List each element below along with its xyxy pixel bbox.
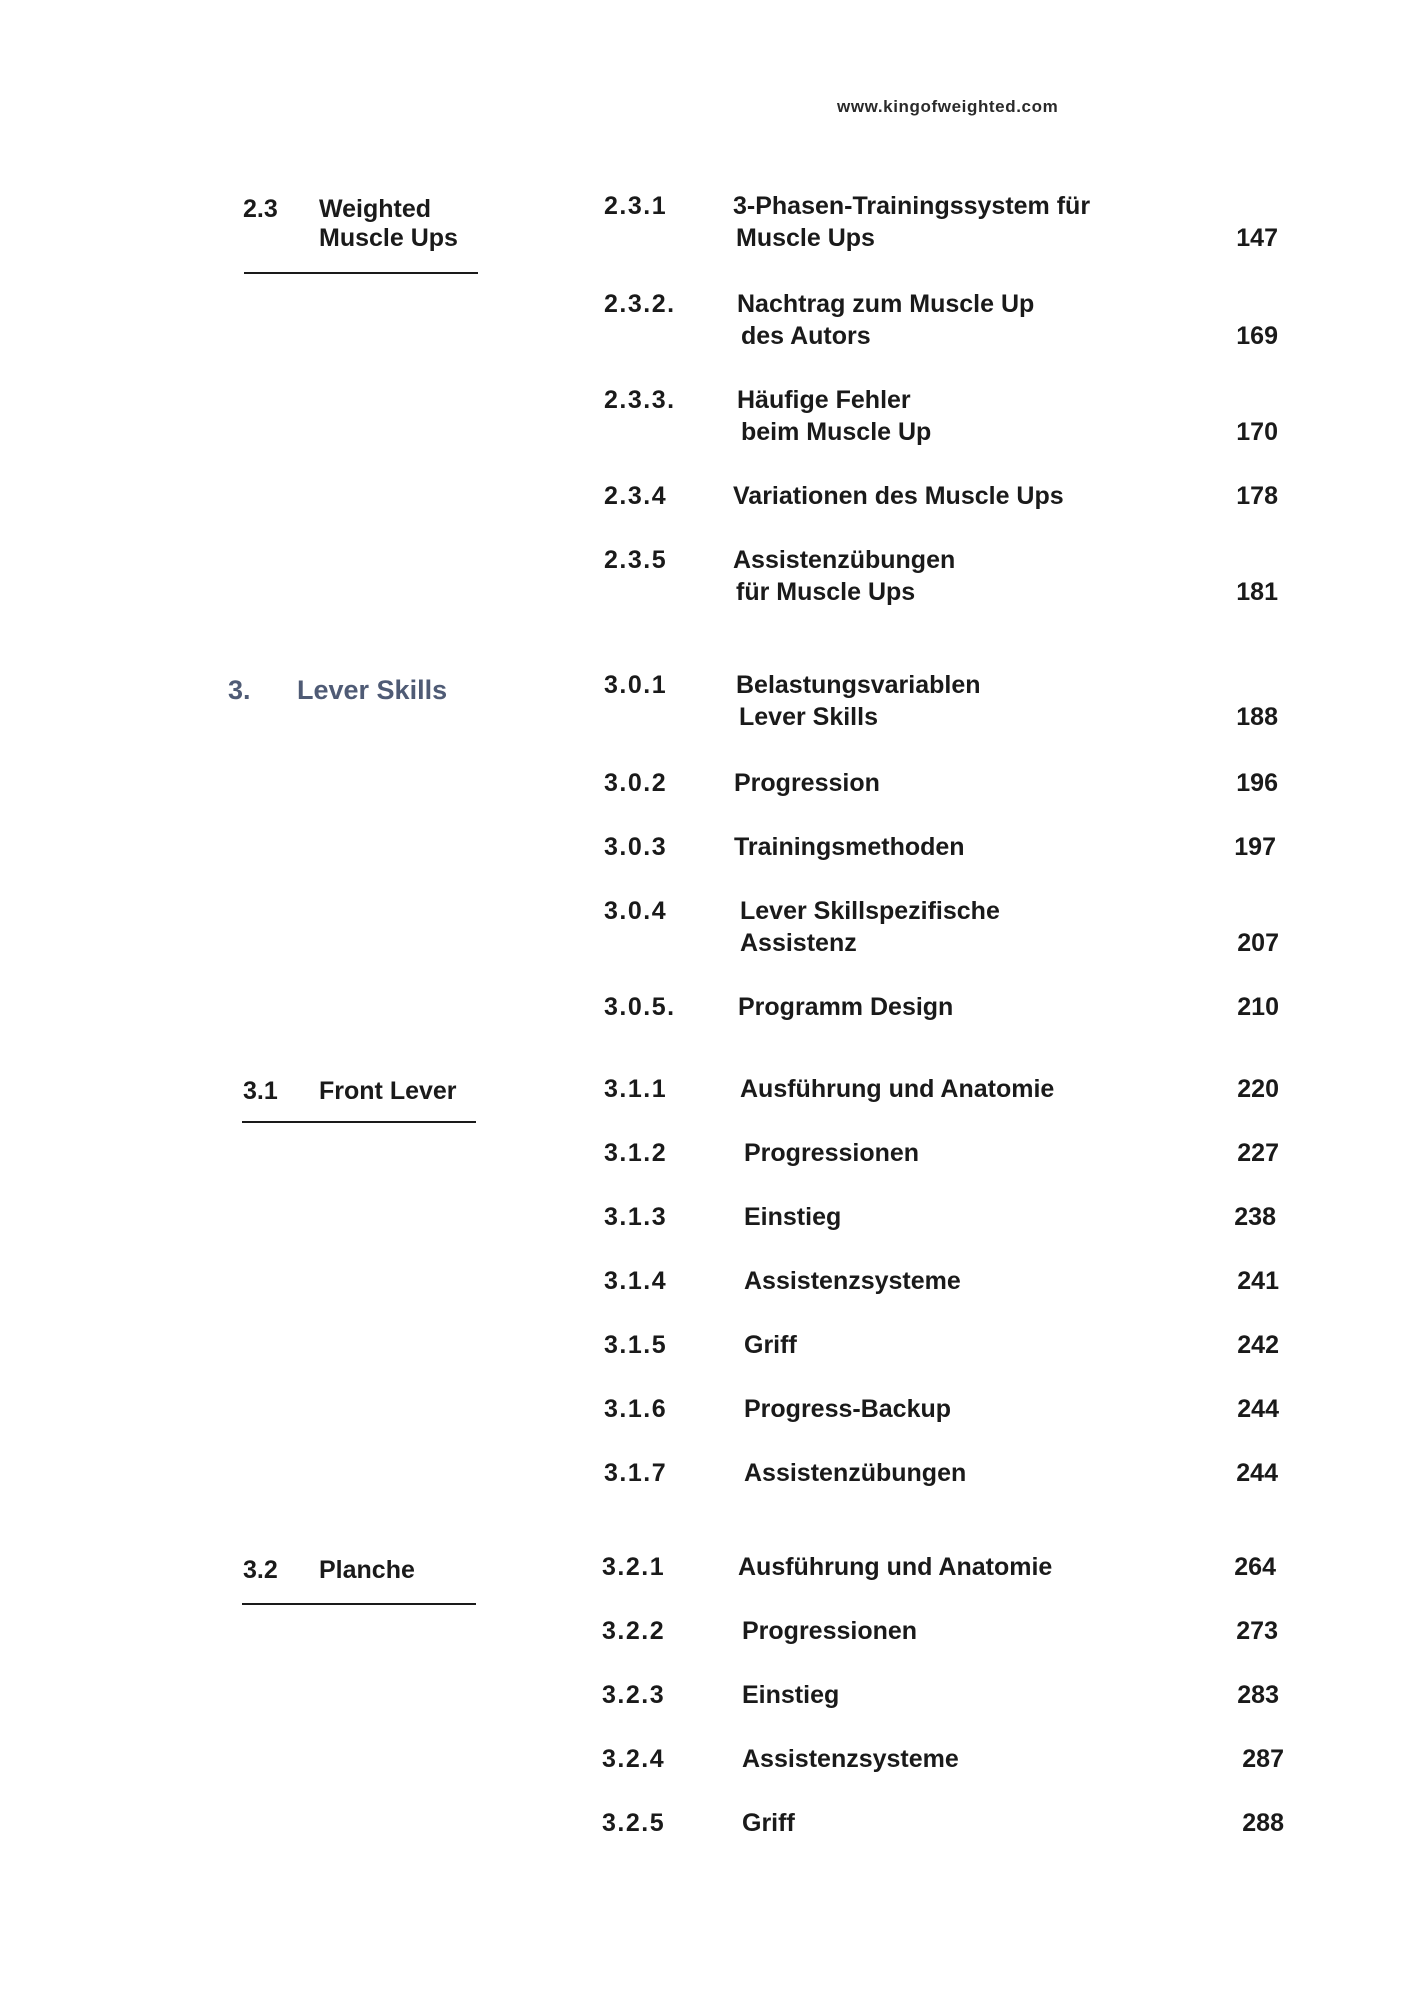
toc-entry-page: 288	[1242, 1809, 1284, 1837]
toc-entry-title[interactable]: Griff	[744, 1331, 797, 1359]
toc-entry-number: 3.1.1	[604, 1075, 668, 1103]
toc-entry-number: 3.1.5	[604, 1331, 668, 1359]
section-title: Front Lever	[319, 1077, 457, 1105]
toc-entry-number: 2.3.5	[604, 546, 668, 574]
toc-entry-number: 3.0.4	[604, 897, 668, 925]
toc-entry-number: 3.1.3	[604, 1203, 668, 1231]
chapter-title: Lever Skills	[297, 675, 448, 705]
toc-entry-title[interactable]: Progressionen	[742, 1617, 918, 1645]
toc-entry-page: 242	[1237, 1331, 1279, 1359]
section-underline	[244, 272, 478, 274]
toc-entry-page: 244	[1237, 1395, 1279, 1423]
section-title: Weighted Muscle Ups	[319, 195, 458, 252]
toc-entry-page: 210	[1237, 993, 1279, 1021]
section-number: 3.1	[243, 1077, 278, 1105]
toc-entry-number: 3.2.3	[602, 1681, 666, 1709]
toc-entry-number: 3.2.4	[602, 1745, 666, 1773]
toc-entry-number: 3.0.2	[604, 769, 668, 797]
toc-entry-number: 2.3.3.	[604, 386, 676, 414]
toc-entry-number: 3.2.5	[602, 1809, 666, 1837]
toc-entry-page: 287	[1242, 1745, 1284, 1773]
toc-entry-title[interactable]: Einstieg	[742, 1681, 840, 1709]
toc-entry-title[interactable]: Griff	[742, 1809, 795, 1837]
section-number: 3.2	[243, 1556, 278, 1584]
toc-entry-number: 3.1.4	[604, 1267, 668, 1295]
toc-entry-page: 181	[1236, 578, 1278, 606]
toc-entry-number: 3.0.3	[604, 833, 668, 861]
toc-entry-page: 196	[1236, 769, 1278, 797]
toc-entry-page: 147	[1236, 224, 1278, 252]
toc-entry-page: 197	[1234, 833, 1276, 861]
toc-entry-title[interactable]: Einstieg	[744, 1203, 842, 1231]
toc-entry-title[interactable]: Ausführung und Anatomie	[740, 1075, 1055, 1103]
toc-entry-number: 2.3.4	[604, 482, 668, 510]
toc-entry-page: 244	[1236, 1459, 1278, 1487]
toc-entry-number: 3.1.6	[604, 1395, 668, 1423]
toc-entry-page: 220	[1237, 1075, 1279, 1103]
toc-entry-title[interactable]: Assistenzübungen für Muscle Ups	[733, 546, 956, 606]
toc-entry-title[interactable]: Ausführung und Anatomie	[738, 1553, 1053, 1581]
toc-entry-title[interactable]: Variationen des Muscle Ups	[733, 482, 1064, 510]
toc-entry-page: 170	[1236, 418, 1278, 446]
header-url: www.kingofweighted.com	[837, 97, 1059, 116]
toc-entry-page: 238	[1234, 1203, 1276, 1231]
toc-entry-title[interactable]: Programm Design	[738, 993, 954, 1021]
toc-entry-title[interactable]: Häufige Fehler beim Muscle Up	[737, 386, 932, 446]
toc-entry-page: 178	[1236, 482, 1278, 510]
toc-entry-number: 3.2.2	[602, 1617, 666, 1645]
toc-entry-title[interactable]: Belastungsvariablen Lever Skills	[736, 671, 981, 731]
toc-entry-page: 227	[1237, 1139, 1279, 1167]
toc-entry-page: 169	[1236, 322, 1278, 350]
toc-entry-number: 3.2.1	[602, 1553, 666, 1581]
toc-entry-page: 264	[1234, 1553, 1276, 1581]
toc-entry-page: 207	[1237, 929, 1279, 957]
toc-entry-title[interactable]: Assistenzsysteme	[742, 1745, 959, 1773]
toc-entry-title[interactable]: Progressionen	[744, 1139, 920, 1167]
toc-entry-title[interactable]: Progress-Backup	[744, 1395, 952, 1423]
section-title: Planche	[319, 1556, 415, 1584]
toc-entry-number: 2.3.1	[604, 192, 668, 220]
section-underline	[242, 1603, 476, 1605]
toc-entry-page: 241	[1237, 1267, 1279, 1295]
toc-entry-page: 283	[1237, 1681, 1279, 1709]
section-number: 2.3	[243, 195, 278, 223]
toc-entry-title[interactable]: 3-Phasen-Trainingssystem für Muscle Ups	[733, 192, 1091, 252]
toc-entry-number: 3.0.5.	[604, 993, 676, 1021]
toc-entry-title[interactable]: Assistenzübungen	[744, 1459, 967, 1487]
section-underline	[242, 1121, 476, 1123]
toc-entry-title[interactable]: Trainingsmethoden	[734, 833, 965, 861]
toc-entry-number: 3.0.1	[604, 671, 668, 699]
chapter-number: 3.	[228, 675, 251, 705]
toc-entry-page: 188	[1236, 703, 1278, 731]
toc-entry-number: 2.3.2.	[604, 290, 676, 318]
toc-entry-number: 3.1.2	[604, 1139, 668, 1167]
toc-entry-title[interactable]: Nachtrag zum Muscle Up des Autors	[737, 290, 1035, 350]
toc-entry-title[interactable]: Assistenzsysteme	[744, 1267, 961, 1295]
toc-entry-title[interactable]: Lever Skillspezifische Assistenz	[740, 897, 1000, 957]
toc-entry-page: 273	[1236, 1617, 1278, 1645]
toc-entry-title[interactable]: Progression	[734, 769, 880, 797]
toc-entry-number: 3.1.7	[604, 1459, 668, 1487]
